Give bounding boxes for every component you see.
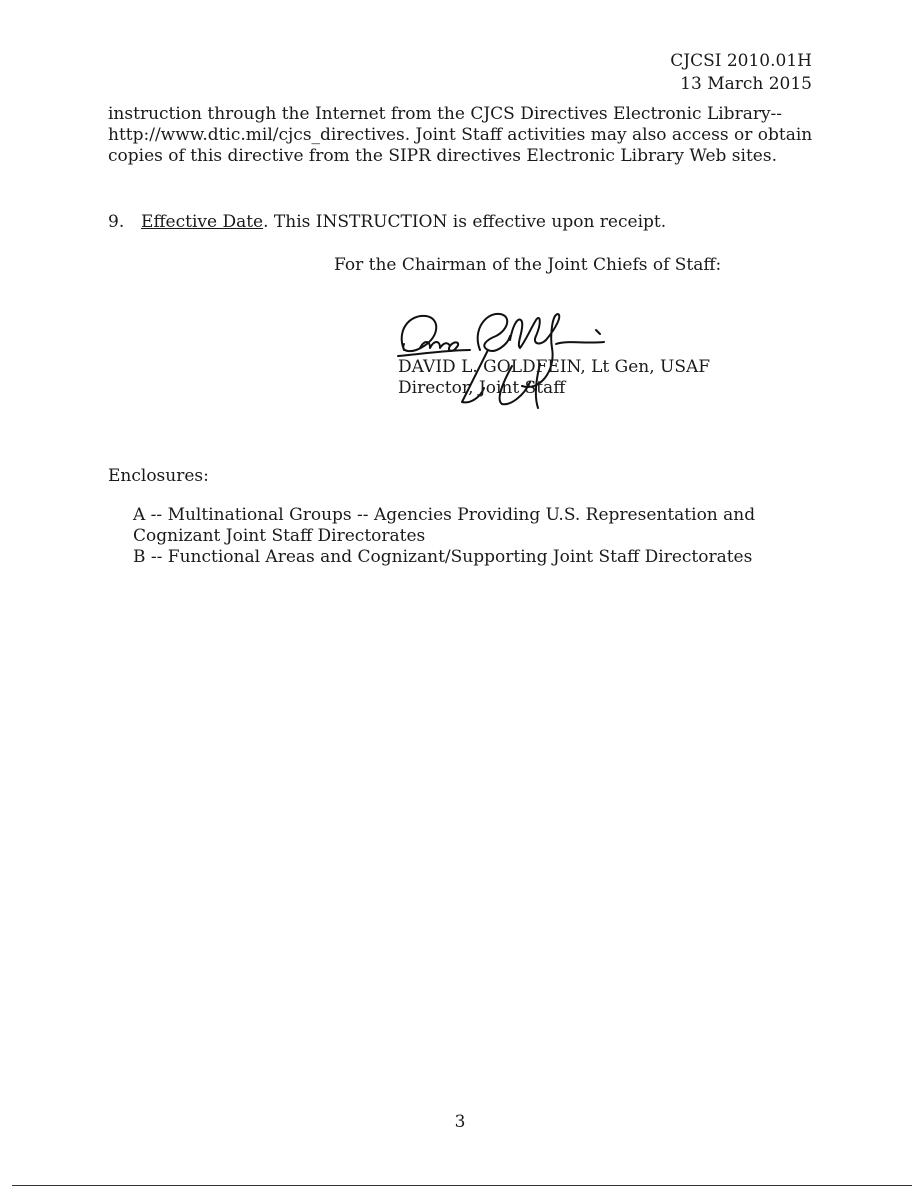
signature-block xyxy=(398,357,710,399)
footer-rule xyxy=(12,1185,912,1186)
body-paragraph: instruction through the Internet from the CJCS Directives Electronic Library--http://www.dtic.mil/cjcs_directives. Joint Staff activities may also access or obtain copies of this directive from the SIPR directives Electronic Library Web sites. xyxy=(108,104,813,166)
signatory-name: DAVID L. GOLDFEIN, Lt Gen, USAF xyxy=(398,357,711,377)
signature-for-line: For the Chairman of the Joint Chiefs of Staff: xyxy=(334,255,722,275)
enclosure-item-a: A -- Multinational Groups -- Agencies Providing U.S. Representation and Cognizant Joint Staff Directorates xyxy=(133,505,756,546)
page-number: 3 xyxy=(454,1112,466,1132)
enclosures-label: Enclosures: xyxy=(108,466,209,486)
enclosure-item-b: B -- Functional Areas and Cognizant/Supporting Joint Staff Directorates xyxy=(133,547,753,567)
effective-date-text: . This INSTRUCTION is effective upon receipt. xyxy=(263,212,667,232)
effective-date-item xyxy=(108,212,666,233)
item-number: 9. xyxy=(108,212,125,232)
signatory-title: Director, Joint Staff xyxy=(398,378,566,398)
document-date: 13 March 2015 xyxy=(680,74,812,94)
enclosures-list xyxy=(133,505,793,568)
document-number: CJCSI 2010.01H xyxy=(670,51,812,71)
effective-date-heading: Effective Date xyxy=(141,212,264,232)
document-header xyxy=(670,50,812,96)
